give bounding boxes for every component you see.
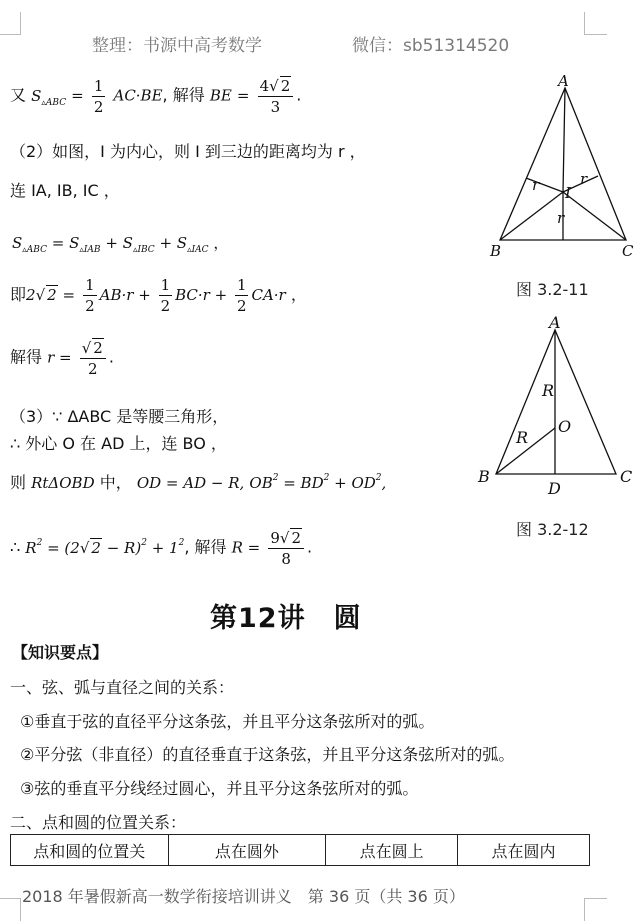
numerator-coef: 4 [259, 77, 270, 95]
expr-part: + 1 [146, 538, 179, 557]
term-ab: AB·r [99, 286, 134, 304]
period: . [296, 85, 302, 105]
label-r-slant: R [516, 428, 529, 447]
point3: ③弦的垂直平分线经过圆心，并且平分这条弦所对的弧。 [20, 779, 419, 798]
numerator-coef: 9 [270, 529, 280, 547]
position-table [10, 834, 590, 866]
label-c: C [620, 467, 633, 486]
label-a: A [549, 313, 561, 332]
label-r-left: r [532, 176, 540, 194]
segment-bi [500, 192, 563, 240]
label-i: I [565, 184, 571, 202]
radicand: 2 [291, 529, 301, 547]
point2: ②平分弦（非直径）的直径垂直于这条弦，并且平分这条弦所对的弧。 [20, 745, 515, 764]
label-o: O [558, 417, 572, 436]
r-symbol: R [231, 538, 243, 557]
prefix-text: 解得 [10, 347, 43, 367]
numerator: 1 [85, 276, 95, 294]
part3-line: （3）∵ ΔABC 是等腰三角形， [10, 407, 229, 426]
fraction-final: $\frac{9√ 2}{8}$ [268, 528, 304, 568]
radicand: 2 [93, 339, 103, 357]
prefix-text: 即 [10, 285, 27, 304]
item2-heading: 二、点和圆的位置关系： [10, 813, 187, 832]
key-points-heading: 【知识要点】 [12, 643, 109, 662]
rt-triangle: RtΔOBD [31, 474, 95, 492]
solve-text: , 解得 [162, 85, 205, 105]
lecture-title: 第12讲 圆 [210, 603, 362, 634]
square: 2 [375, 473, 382, 483]
area-sum-line: $S_{▵ABC} = S_{▵IAB} + S_{▵IBC} + S_{▵IAC}$ ， [12, 234, 229, 255]
mid-text: 中， [99, 473, 132, 492]
denominator: 2 [236, 297, 247, 315]
square: 2 [323, 473, 330, 483]
crop-mark-bottom-left [0, 898, 21, 921]
therefore: ∴ [10, 537, 21, 557]
coef: 2 [26, 286, 36, 304]
square: 2 [272, 473, 279, 483]
equals-sign: = [71, 86, 84, 105]
table-cell: 点和圆的位置关 [11, 835, 169, 866]
denominator: 2 [93, 97, 104, 116]
s-symbol: S [122, 234, 133, 252]
sub-ibc: ▵IBC [132, 245, 155, 255]
table-cell: 点在圆外 [168, 835, 326, 866]
label-r-vertical: R [542, 381, 555, 400]
final-equation-line: ∴ $R^2 = (2√$ $2 - R)^2 + 1^2$, 解得 R = $\frac{9√ 2}{8}$ . [10, 529, 313, 568]
radicand: 2 [280, 77, 291, 95]
right-triangle-line [10, 470, 386, 493]
solve-text: , 解得 [184, 537, 227, 557]
circumcenter-triangle-figure [476, 312, 638, 502]
table-cell: 点在圆上 [326, 835, 458, 866]
label-r-right: r [580, 170, 588, 188]
connect-line: 连 IA, IB, IC ， [10, 181, 120, 200]
solve-r-line: 解得 r = $\frac{√ 2}{2}$ . [10, 339, 114, 378]
ob-term: OB [249, 474, 273, 492]
comma: , [381, 474, 387, 492]
r-symbol: r [47, 348, 55, 367]
area-equation-line: 即2√ 2 = $\frac{1}{2}$ AB·r + $\frac{1}{2}$ BC·r + $\frac{1}{2}$ CA·r ， [10, 276, 307, 315]
table-cell: 点在圆内 [458, 835, 590, 866]
prefix-text: 则 [10, 473, 27, 492]
square: 2 [178, 537, 185, 548]
denominator: 2 [160, 297, 171, 315]
crop-mark-bottom-right [584, 898, 607, 921]
square: 2 [141, 537, 147, 548]
area-subscript: ▵ABC [41, 97, 67, 108]
denominator: 2 [85, 297, 95, 315]
label-r-bottom: r [557, 209, 565, 227]
label-c: C [622, 242, 634, 260]
incenter-triangle-figure [488, 70, 638, 265]
bd-term: = BD [278, 474, 324, 492]
expr-part: = (2 [42, 538, 80, 557]
s-symbol: S [69, 234, 80, 252]
page-footer: 2018 年暑假新高一数学衔接培训讲义 第 36 页（共 36 页） [22, 887, 465, 906]
sub-iac: ▵IAC [187, 245, 209, 255]
numerator: 1 [236, 276, 247, 294]
numerator: 1 [93, 76, 104, 95]
fraction-r: $\frac{√ 2}{2}$ [80, 338, 106, 378]
equals-sign-2: = [236, 86, 250, 105]
od-equation: OD = AD − R, [136, 474, 245, 492]
circumcenter-line: ∴ 外心 O 在 AD 上，连 BO ， [10, 434, 227, 453]
area-symbol: S [31, 86, 42, 105]
label-a: A [558, 72, 569, 90]
sub-iab: ▵IAB [79, 245, 101, 255]
fraction-be: $\frac{4√ 2}{3}$ [258, 76, 294, 116]
term-ca: CA·r [251, 286, 286, 304]
point1: ①垂直于弦的直径平分这条弦，并且平分这条弦所对的弧。 [20, 712, 435, 731]
fraction-half [83, 276, 97, 315]
label-d: D [548, 479, 561, 498]
fraction-half [235, 276, 249, 315]
figure2-caption: 图 3.2-12 [516, 520, 589, 539]
table-row [11, 835, 590, 866]
fraction-half [159, 276, 173, 315]
denominator: 2 [88, 360, 98, 378]
denominator: 3 [270, 98, 281, 116]
segment-ai [563, 88, 565, 192]
product-expression: AC·BE [113, 86, 163, 105]
header-left: 整理：书源中高考数学 [92, 36, 262, 56]
radicand: 2 [91, 538, 101, 557]
sub-abc: ▵ABC [22, 245, 47, 255]
be-symbol: BE [209, 86, 232, 105]
header-right: 微信：sb51314520 [352, 36, 510, 56]
r-symbol: R [25, 538, 37, 557]
square: 2 [36, 537, 43, 548]
figure1-caption: 图 3.2-11 [516, 280, 589, 299]
crop-mark-left [0, 12, 21, 35]
period: . [108, 347, 114, 367]
s-symbol: S [176, 234, 188, 252]
s-symbol: S [12, 234, 23, 252]
label-b: B [478, 467, 490, 486]
od-term: + OD [329, 474, 376, 492]
term-bc: BC·r [175, 286, 210, 304]
denominator: 8 [281, 550, 291, 568]
comma: ， [290, 285, 307, 304]
area-formula-line [10, 76, 301, 116]
comma: ， [213, 234, 229, 252]
part2-line: （2）如图，I 为内心，则 I 到三边的距离均为 r ， [10, 142, 366, 161]
radicand: 2 [47, 286, 57, 304]
item1-heading: 一、弦、弧与直径之间的关系： [10, 678, 235, 697]
numerator: 1 [160, 276, 171, 294]
fraction-half [92, 77, 106, 116]
expr-part: − R) [101, 538, 142, 557]
label-b: B [490, 242, 502, 260]
crop-mark-right [584, 12, 607, 35]
triangle-abc [496, 330, 616, 474]
prefix-text: 又 [10, 85, 27, 105]
